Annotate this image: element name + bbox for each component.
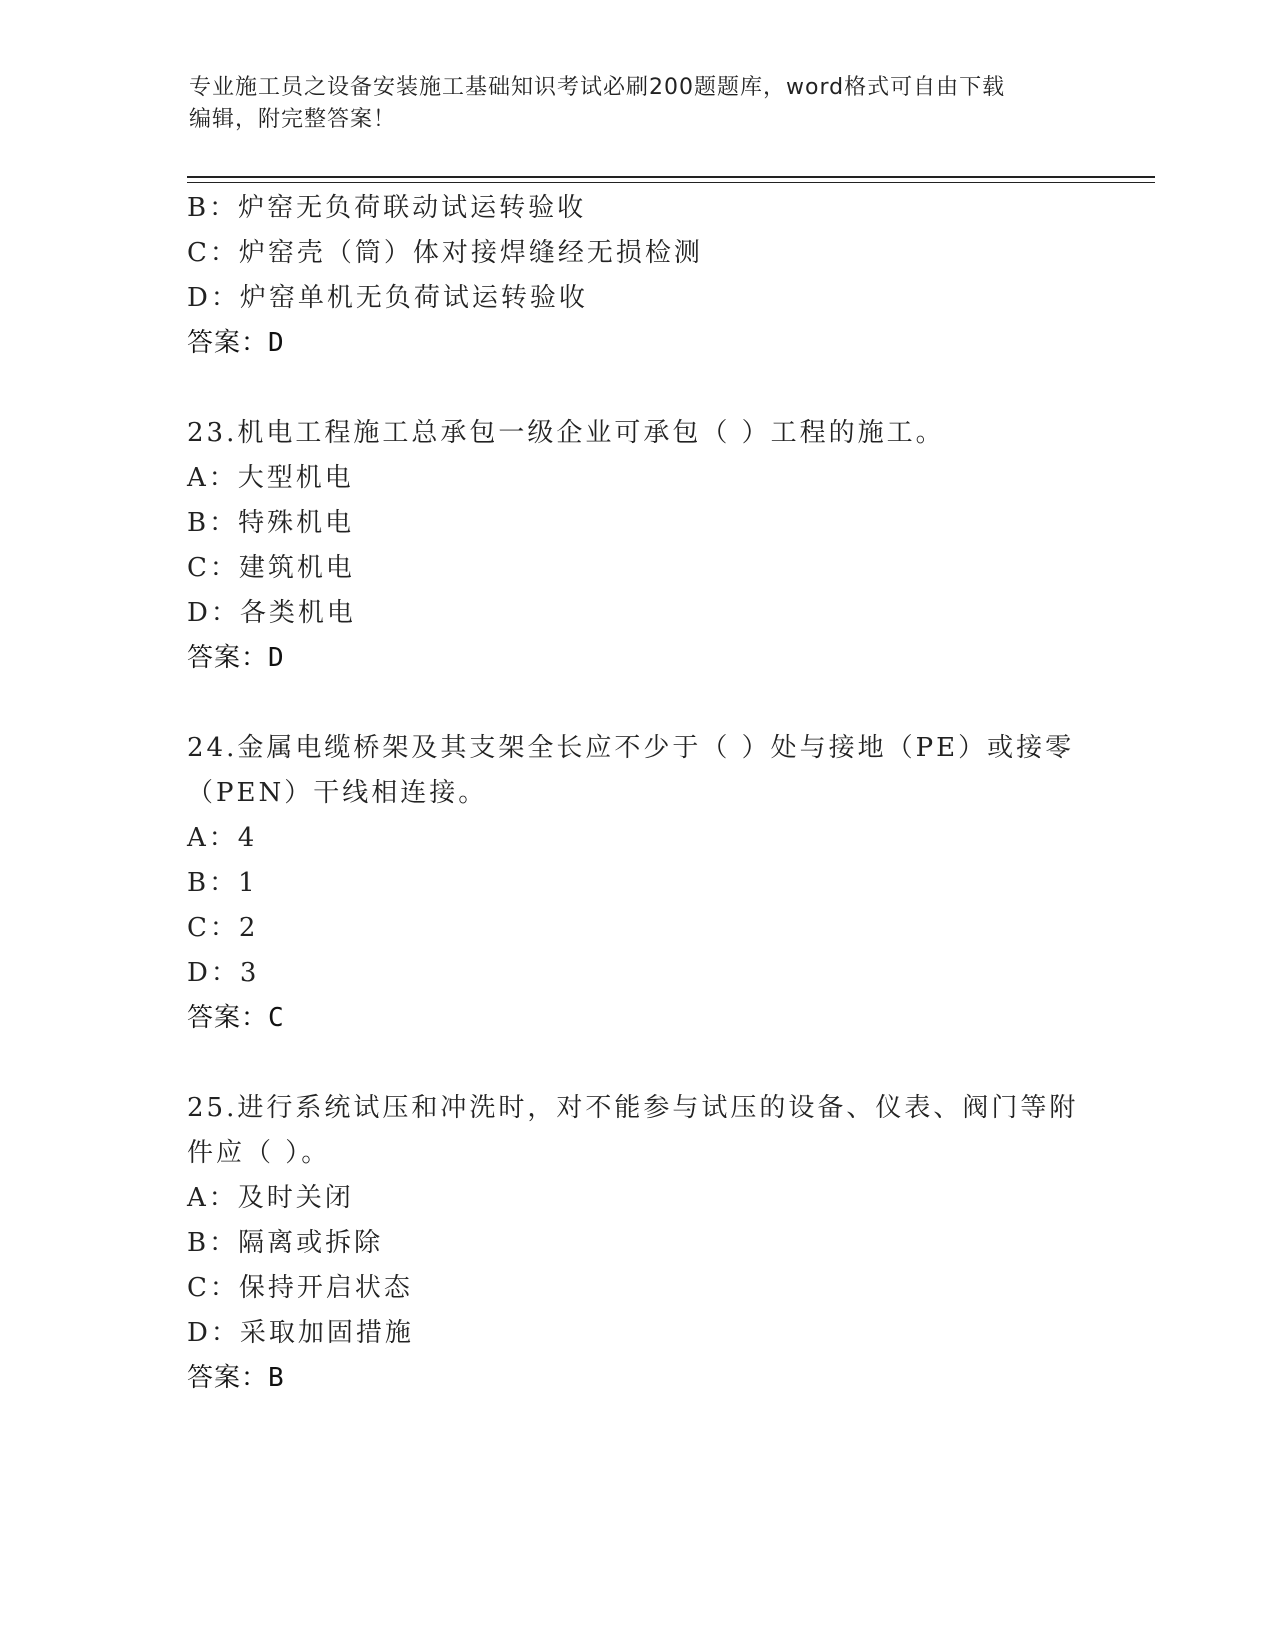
header-divider-thick — [187, 176, 1155, 178]
q22-answer — [187, 326, 285, 360]
q22-answer-label: 答案： — [187, 328, 269, 358]
header-line-2: 编辑，附完整答案！ — [189, 107, 397, 132]
q23-answer-value: D — [268, 643, 285, 673]
q25-answer — [187, 1361, 285, 1395]
q24-option-a: A：4 — [187, 823, 258, 853]
header-line-1: 专业施工员之设备安装施工基础知识考试必刷200题题库，word格式可自由下载 — [189, 75, 1006, 100]
q25-stem-line-2: 件应（ ）。 — [187, 1138, 331, 1168]
q24-answer — [187, 1001, 285, 1035]
q24-option-c: C：2 — [187, 913, 259, 943]
q22-option-d: D：炉窑单机无负荷试运转验收 — [187, 283, 588, 313]
q22-answer-value: D — [268, 328, 285, 358]
q25-option-c: C：保持开启状态 — [187, 1273, 413, 1303]
page-header — [189, 72, 1089, 136]
q23-option-d: D：各类机电 — [187, 598, 356, 628]
q23-option-a: A：大型机电 — [187, 463, 354, 493]
q24-stem-line-1: 24.金属电缆桥架及其支架全长应不少于（ ）处与接地（PE）或接零 — [187, 733, 1075, 763]
q24-answer-value: C — [268, 1003, 285, 1033]
q25-option-a: A：及时关闭 — [187, 1183, 354, 1213]
q25-answer-value: B — [268, 1363, 285, 1393]
q24-stem-line-2: （PEN）干线相连接。 — [187, 778, 488, 808]
q25-stem-line-1: 25.进行系统试压和冲洗时，对不能参与试压的设备、仪表、阀门等附 — [187, 1093, 1079, 1123]
header-divider-thin — [187, 182, 1155, 183]
q23-option-b: B：特殊机电 — [187, 508, 355, 538]
q23-stem: 23.机电工程施工总承包一级企业可承包（ ）工程的施工。 — [187, 418, 945, 448]
q25-option-b: B：隔离或拆除 — [187, 1228, 384, 1258]
q22-option-b: B：炉窑无负荷联动试运转验收 — [187, 193, 587, 223]
q24-answer-label: 答案： — [187, 1003, 269, 1033]
q24-option-d: D：3 — [187, 958, 260, 988]
q23-answer-label: 答案： — [187, 643, 269, 673]
q24-option-b: B：1 — [187, 868, 258, 898]
q22-option-c: C：炉窑壳（筒）体对接焊缝经无损检测 — [187, 238, 703, 268]
q23-option-c: C：建筑机电 — [187, 553, 355, 583]
q25-answer-label: 答案： — [187, 1363, 269, 1393]
q23-answer — [187, 641, 285, 675]
q25-option-d: D：采取加固措施 — [187, 1318, 414, 1348]
